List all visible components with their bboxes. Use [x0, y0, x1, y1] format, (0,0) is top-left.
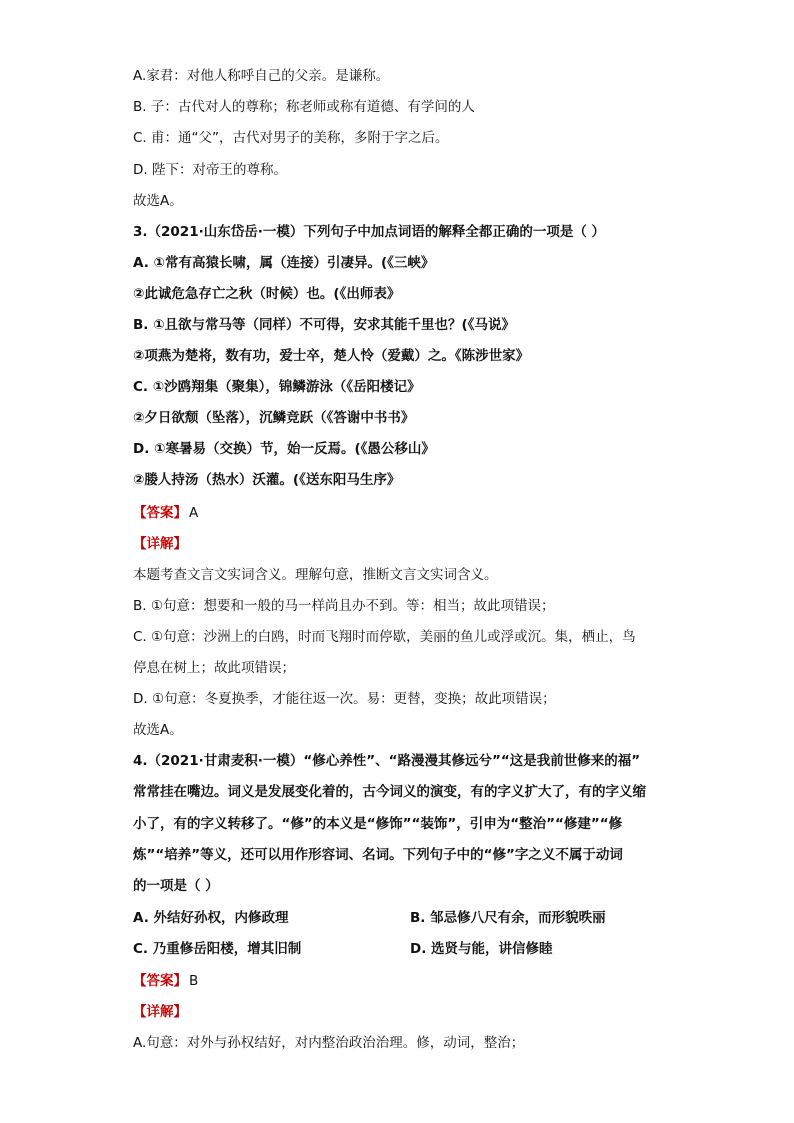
q3-option-d1: D. ①寒暑易（交换）节，始一反焉。(《愚公移山》 — [133, 441, 435, 457]
q4-option-a: A. 外结好孙权，内修政理 — [133, 910, 289, 926]
answer-label: 【答案】 — [133, 973, 187, 989]
q4-option-c: C. 乃重修岳阳楼，增其旧制 — [133, 941, 302, 957]
q3-detail-b: B. ①句意：想要和一般的马一样尚且办不到。等：相当；故此项错误； — [133, 598, 555, 614]
answer-value: B — [189, 973, 199, 989]
q3-option-b2: ②项燕为楚将，数有功，爱士卒，楚人怜（爱戴）之。《陈涉世家》 — [133, 348, 530, 364]
q2-option-c: C. 甫：通“父”，古代对男子的美称，多附于字之后。 — [133, 130, 449, 146]
q4-detail-label — [133, 1002, 693, 1022]
q4-stem-line3: 小了，有的字义转移了。“修”的本义是“修饰”“装饰”，引申为“整治”“修建”“修 — [133, 816, 623, 832]
q3-detail-label — [133, 534, 693, 554]
q4-stem-line1: 4.（2021·甘肃麦积·一模）“修心养性”、“路漫漫其修远兮”“这是我前世修来的福” — [133, 753, 641, 769]
q3-stem: 3.（2021·山东岱岳·一模）下列句子中加点词语的解释全都正确的一项是（ ） — [133, 224, 606, 240]
q4-stem-line4: 炼”“培养”等义，还可以用作形容词、名词。下列句子中的“修”字之义不属于动词 — [133, 847, 623, 863]
q3-detail-intro: 本题考查文言文实词含义。理解句意，推断文言文实词含义。 — [133, 567, 498, 583]
answer-label: 【答案】 — [133, 505, 187, 521]
q2-conclusion: 故选A。 — [133, 193, 183, 209]
q4-detail-a: A.句意：对外与孙权结好，对内整治政治治理。修，动词，整治； — [133, 1035, 525, 1051]
q3-conclusion: 故选A。 — [133, 722, 183, 738]
q3-option-a1: A. ①常有高猿长啸，属（连接）引凄异。(《三峡》 — [133, 255, 435, 271]
q3-detail-c1: C. ①句意：沙洲上的白鸥，时而飞翔时而停歇，美丽的鱼儿或浮或沉。集，栖止，鸟 — [133, 629, 636, 645]
q3-answer — [133, 503, 693, 523]
q3-option-b1: B. ①且欲与常马等（同样）不可得，安求其能千里也？(《马说》 — [133, 317, 515, 333]
q3-option-a2: ②此诚危急存亡之秋（时候）也。(《出师表》 — [133, 286, 401, 302]
q3-option-d2: ②媵人持汤（热水）沃灌。(《送东阳马生序》 — [133, 472, 401, 488]
q4-answer — [133, 971, 693, 991]
q3-option-c1: C. ①沙鸥翔集（聚集），锦鳞游泳（《岳阳楼记》 — [133, 379, 421, 395]
q4-stem-line5: 的一项是（ ） — [133, 878, 219, 894]
q4-option-d: D. 选贤与能，讲信修睦 — [410, 941, 553, 957]
q2-option-d: D. 陛下：对帝王的尊称。 — [133, 162, 287, 178]
detail-label: 【详解】 — [133, 1004, 187, 1020]
q4-option-b: B. 邹忌修八尺有余，而形貌昳丽 — [410, 910, 606, 926]
detail-label: 【详解】 — [133, 536, 187, 552]
q2-option-a: A.家君：对他人称呼自己的父亲。是谦称。 — [133, 68, 390, 84]
q2-option-b: B. 子：古代对人的尊称；称老师或称有道德、有学问的人 — [133, 99, 475, 115]
q4-options-row2 — [133, 939, 693, 959]
q3-option-c2: ②夕日欲颓（坠落），沉鳞竞跃（《答谢中书书》 — [133, 410, 415, 426]
q4-stem-line2: 常常挂在嘴边。词义是发展变化着的，古今词义的演变，有的字义扩大了，有的字义缩 — [133, 784, 646, 800]
answer-value: A — [189, 505, 199, 521]
q3-detail-d: D. ①句意：冬夏换季，才能往返一次。易：更替，变换；故此项错误； — [133, 691, 556, 707]
q4-options-row1 — [133, 908, 693, 928]
q3-detail-c2: 停息在树上；故此项错误； — [133, 660, 295, 676]
